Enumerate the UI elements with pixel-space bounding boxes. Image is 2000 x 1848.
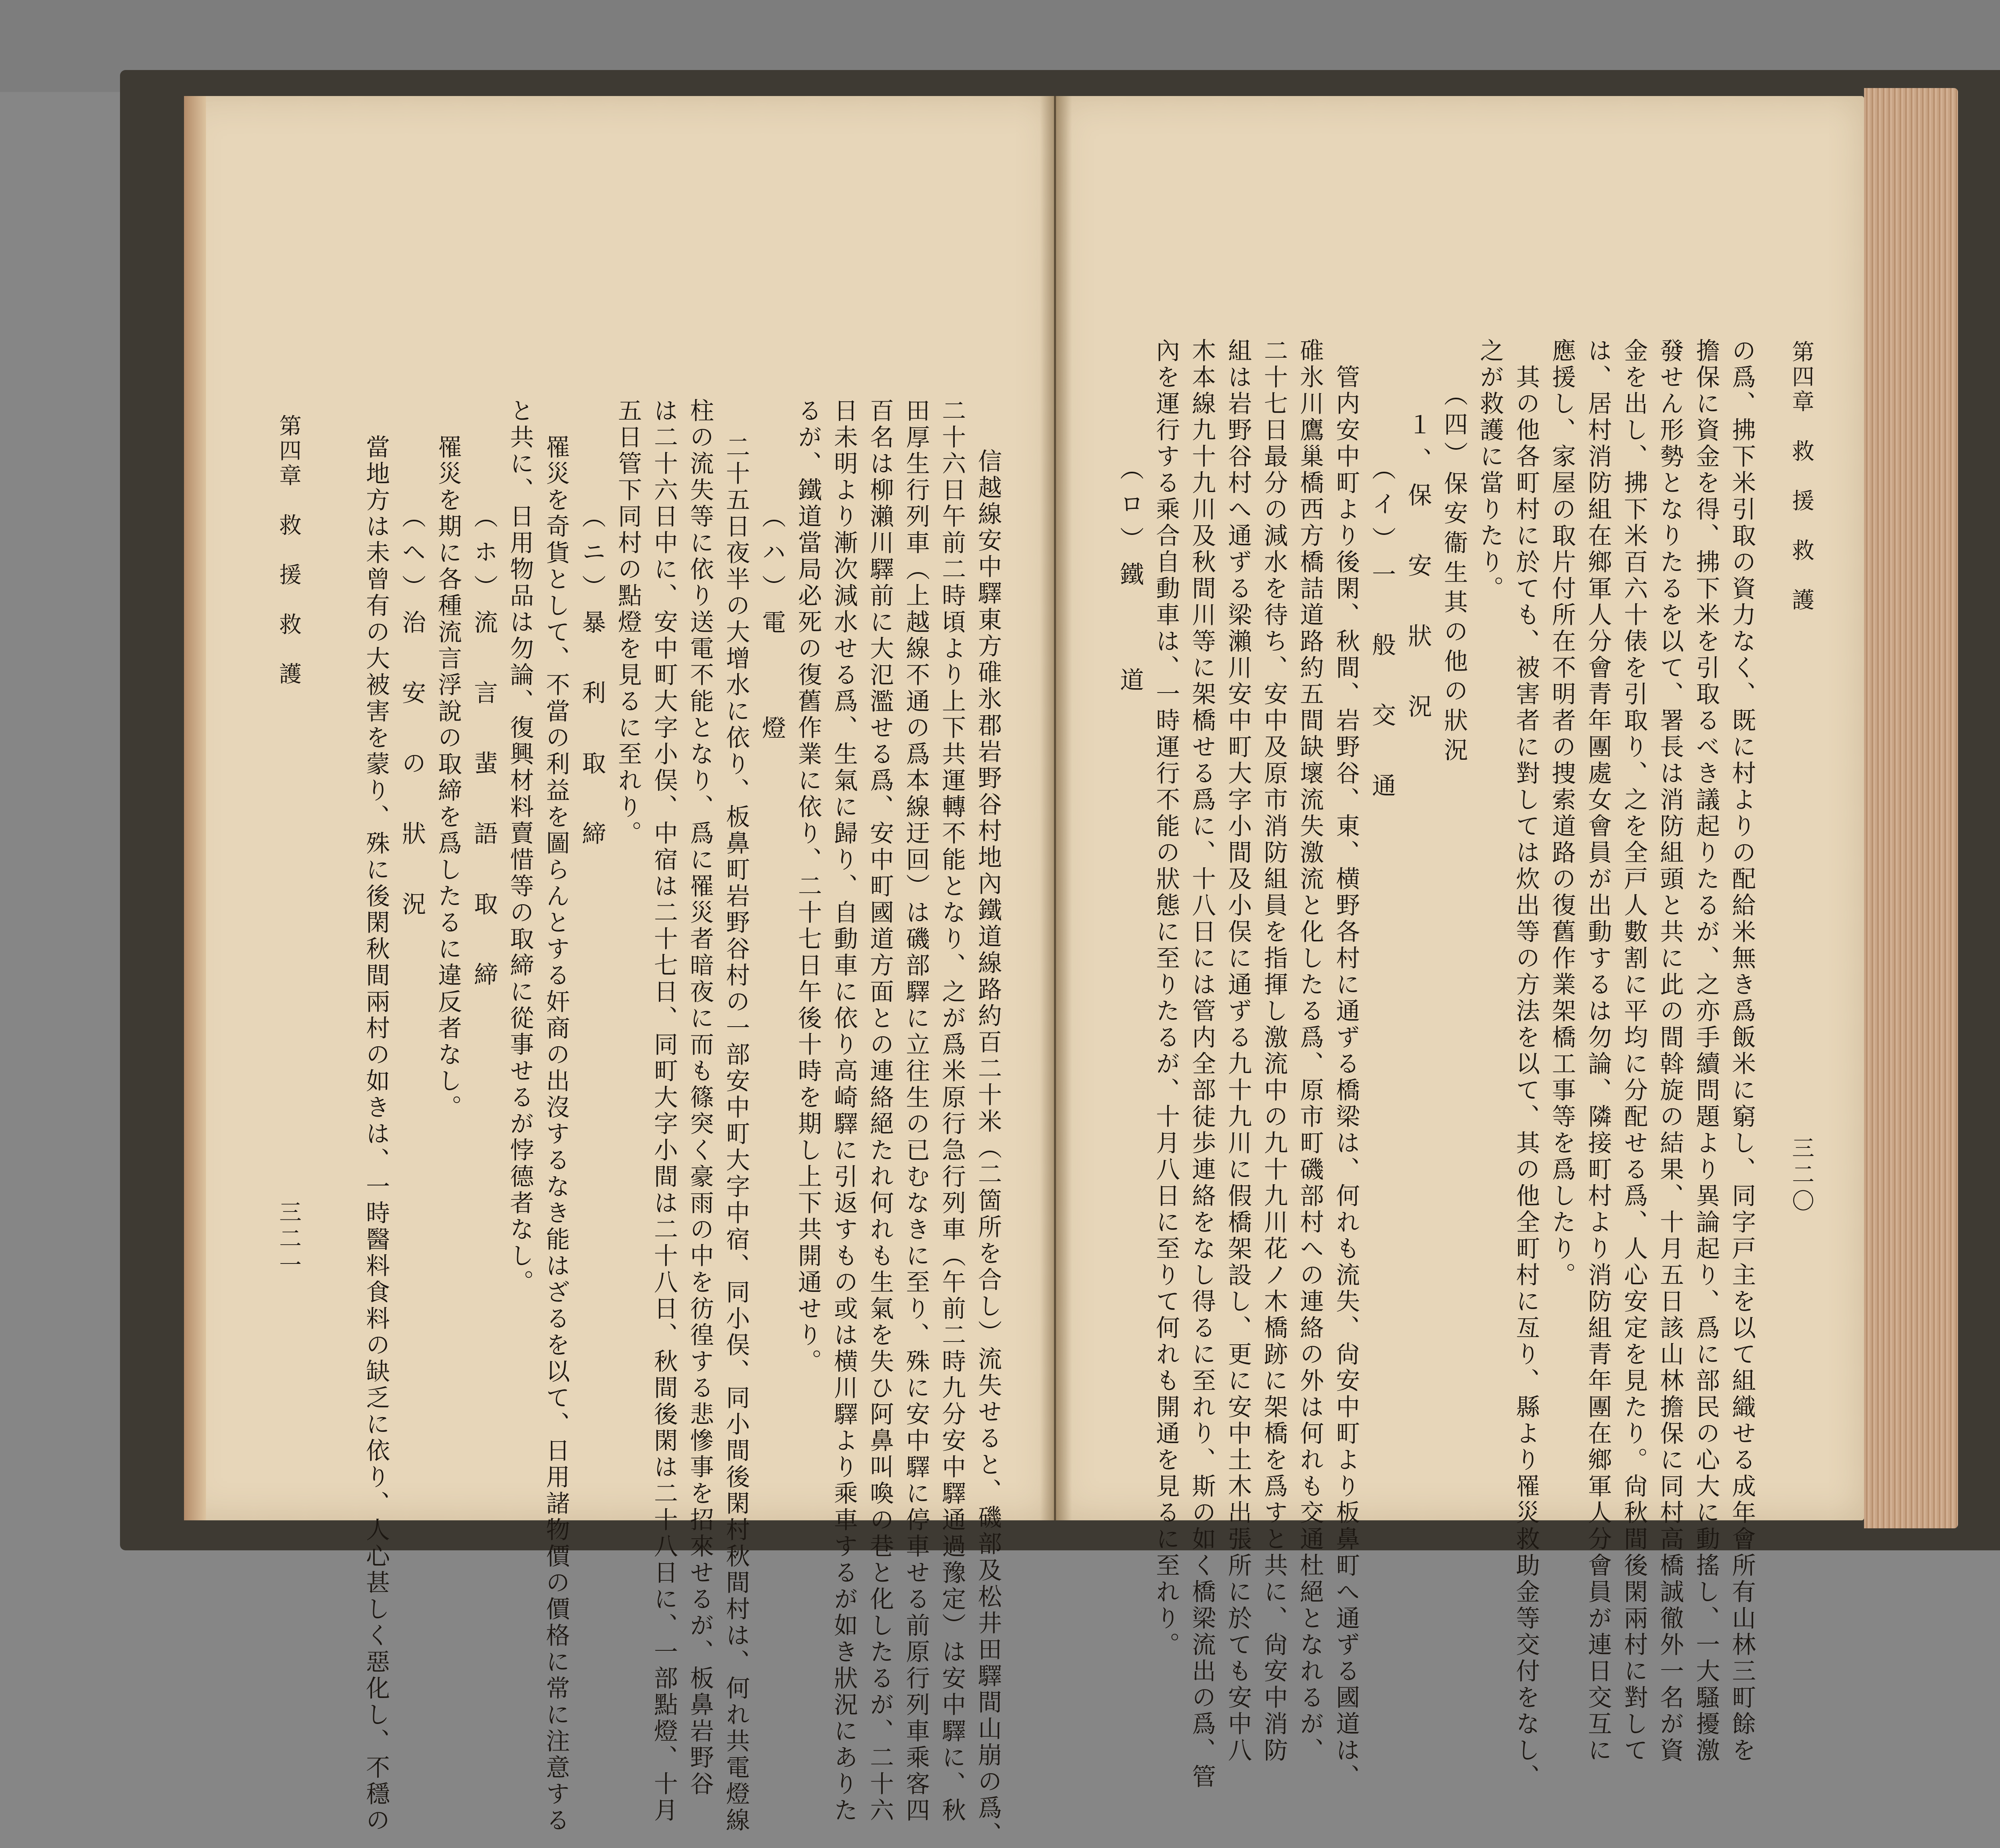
- right-line-6: 應援し、家屋の取片付所在不明者の捜索道路の復舊作業架橋工事等を爲したり。: [1548, 338, 1576, 1289]
- left-line-6: るが、鐵道當局必死の復舊作業に依り、二十七日午後十時を期し上下共開通せり。: [794, 398, 822, 1375]
- left-line-1: 信越線安中驛東方碓氷郡岩野谷村地內鐵道線路約百二十米（二箇所を合し）流失せると、磯部及松井田驛間山崩の爲、: [974, 422, 1002, 1848]
- right-heading-hoan-jokyo: １、保 安 狀 況: [1404, 412, 1432, 729]
- left-heading-chian: （ヘ）治 安 の 狀 況: [398, 504, 426, 927]
- left-line-5: 日未明より漸次減水せる爲、生氣に歸り、自動車に依り高崎驛に引返すもの或は横川驛より乘車するが如き狀況にありた: [830, 398, 858, 1824]
- left-heading-ryugen: （ホ）流 言 蜚 語 取 締: [470, 504, 498, 997]
- right-line-15: 組は岩野谷村へ通ずる梁瀨川安中町大字小間及小俣に通ずる九十九川に假橋架設し、更に安中土木出張所に於ても安中八: [1224, 338, 1252, 1764]
- book-gutter: [1040, 96, 1072, 1520]
- left-page: [184, 96, 1054, 1848]
- page-fore-edge: [1864, 88, 1958, 1528]
- right-line-17: 內を運行する乘合自動車は、一時運行不能の狀態に至りたるが、十月八日に至りて何れも開通を見るに至れり。: [1152, 338, 1180, 1658]
- right-heading-tetsudo: （ロ）鐵 道: [1116, 456, 1144, 703]
- right-line-5: は、居村消防組在鄉軍人分會青年團處女會員が出動するは勿論、隣接町村より消防組青年團在鄉軍人分會員が連日交互に: [1584, 338, 1612, 1764]
- left-heading-denki: （ハ）電 燈: [758, 504, 786, 751]
- right-line-7: 其の他各町村に於ても、被害者に對しては炊出等の方法を以て、其の他全町村に亙り、縣より罹災救助金等交付をなし、: [1512, 338, 1540, 1790]
- left-line-9: 柱の流失等に依り送電不能となり、爲に罹災者暗夜に而も篠突く豪雨の中を彷徨する悲慘事を招來せるが、板鼻岩野谷: [686, 398, 714, 1798]
- right-line-12: 管内安中町より後閑、秋間、岩野谷、東、横野各村に通ずる橋梁は、何れも流失、尙安中町より板鼻町へ通ずる國道は、: [1332, 338, 1360, 1790]
- right-heading-hoan-eisei: （四）保安衞生其の他の狀況: [1440, 382, 1468, 767]
- left-line-18: 當地方は未曾有の大被害を蒙り、殊に後閑秋間兩村の如きは、一時醫料食料の缺乏に依り、人心甚しく惡化し、不穩の: [362, 408, 390, 1834]
- left-line-4: 百名は柳瀨川驛前に大氾濫せる爲、安中町國道方面との連絡絕たれ何れも生氣を失ひ阿鼻叫喚の巷と化したるが、二十六: [866, 398, 894, 1824]
- left-line-14: と共に、日用物品は勿論、復興材料賣惜等の取締に從事せるが悖德者なし。: [506, 398, 534, 1296]
- left-line-3: 田厚生行列車（上越線不通の爲本線迂回）は磯部驛に立往生の已むなきに至り、殊に安中驛に停車せる前原行列車乘客四: [902, 398, 930, 1824]
- left-heading-bouri: （ニ）暴 利 取 締: [578, 504, 606, 856]
- right-line-16: 木本線九十九川及秋間川等に架橋せる爲に、十八日には管内全部徒歩連絡をなし得るに至れり、斯の如く橋梁流出の爲、管: [1188, 338, 1216, 1790]
- right-line-2: 擔保に資金を得、拂下米を引取るべき議起りたるが、之亦手續問題より異論起り、爲に部民の心大に動搖し、一大騷擾激: [1692, 338, 1720, 1764]
- right-line-8: 之が救護に當りたり。: [1476, 338, 1504, 602]
- right-line-1: の爲、拂下米引取の資力なく、既に村よりの配給米無き爲飯米に窮し、同字戸主を以て組織せる成年會所有山林三町餘を: [1728, 338, 1756, 1764]
- right-line-13: 碓氷川鷹巢橋西方橋詰道路約五間缺壞流失激流と化したる爲、原市町磯部村への連絡の外は何れも交通杜絕となれるが、: [1296, 338, 1324, 1764]
- left-page-number: 三二一: [276, 1200, 302, 1279]
- left-line-16: 罹災を期に各種流言浮說の取締を爲したるに違反者なし。: [434, 408, 462, 1121]
- left-line-8: 二十五日夜半の大增水に依り、板鼻町岩野谷村の一部安中町大字中宿、同小俣、同小間後閑村秋間村は、何れ共電燈線: [722, 408, 750, 1834]
- left-line-11: 五日管下同村の點燈を見るに至れり。: [614, 398, 642, 847]
- left-line-10: は二十六日中に、安中町大字小俣、中宿は二十七日、同町大字小間は二十八日、秋間後閑は二十八日に、一部點燈、十月: [650, 398, 678, 1824]
- right-line-3: 發せん形勢となりたるを以て、署長は消防組頭と共に此の間斡旋の結果、十月五日該山林擔保に同村高橋誠徹外一名が資: [1656, 338, 1684, 1764]
- right-line-14: 二十七日最分の減水を待ち、安中及原市消防組員を指揮し激流中の九十九川花ノ木橋跡に架橋を爲すと共に、尙安中消防: [1260, 338, 1288, 1764]
- left-line-2: 二十六日午前二時頃より上下共運轉不能となり、之が爲米原行急行列車（午前二時九分安中驛通過豫定）は安中驛に、秋: [938, 398, 966, 1824]
- left-page-header: 第四章 救 援 救 護: [276, 414, 302, 687]
- right-page-header: 第四章 救 援 救 護: [1788, 340, 1814, 613]
- right-line-4: 金を出し、拂下米百六十俵を引取り、之を全戸人數割に平均に分配せる爲、人心安定を見たり。尙秋間後閑兩村に對して: [1620, 338, 1648, 1764]
- right-page: [1056, 96, 1864, 1790]
- left-line-13: 罹災を奇貨として、不當の利益を圖らんとする奸商の出沒するなき能はざるを以て、日用諸物價の價格に常に注意する: [542, 408, 570, 1834]
- right-page-number: 三二〇: [1788, 1136, 1814, 1215]
- right-heading-ippan-kotsu: （イ）一 般 交 通: [1368, 456, 1396, 808]
